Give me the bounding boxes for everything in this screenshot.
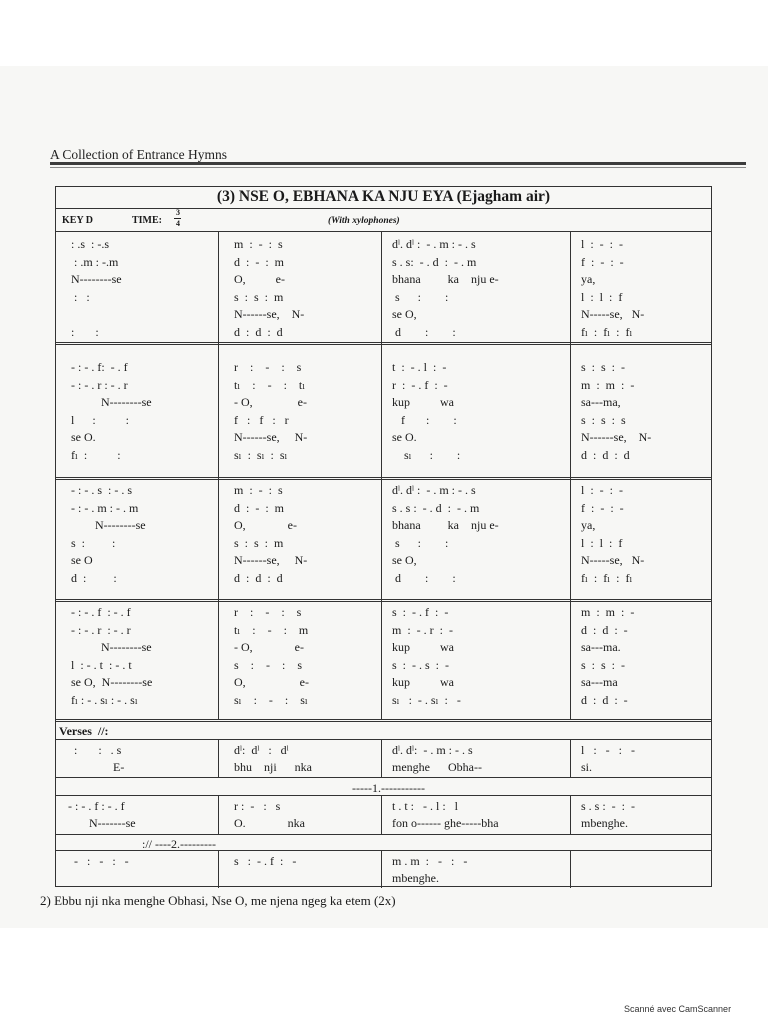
notation-line: s . s: - . d : - . m [392,254,477,269]
notation-line: - : - . s : - . s [71,483,132,497]
notation-line: l : - . t : - . t [71,657,132,672]
notation-line: s : : [392,289,449,304]
notation-line: O, e- [234,518,297,532]
notation-line: bhana ka nju e- [392,272,499,286]
notation-line: - : - . f: - . f [71,360,128,374]
verse-notation-line: - : - . f : - . f [68,799,125,813]
verses-label: Verses //: [59,724,109,738]
scanner-watermark: Scanné avec CamScanner [624,1004,732,1014]
notation-line: bhana ka nju e- [392,518,499,532]
bar-line [381,739,382,777]
notation-line: se O, [392,307,417,321]
book-title: A Collection of Entrance Hymns [50,147,227,162]
notation-line: r : - : s [234,605,302,619]
bar-line [218,477,219,599]
notation-line: sₗ : - . sₗ : - [392,692,461,707]
verse-notation-line: fon o------ ghe-----bha [392,816,499,830]
bar-line [381,599,382,719]
divider [56,850,711,851]
notation-line: - O, e- [234,395,307,409]
notation-line: fₗ : - . sₗ : - . sₗ [71,692,138,707]
notation-line: fₗ : fₗ : fₗ [581,324,633,339]
notation-line: d : d : - [581,692,628,707]
notation-line: : : [71,324,99,339]
notation-line: d : - : m [234,500,284,515]
system-divider [56,719,711,722]
notation-line: d : : [71,570,117,585]
bar-line [218,599,219,719]
bar-line [381,795,382,834]
notation-line: f : : [392,412,457,427]
notation-line: d : - : m [234,254,284,269]
notation-line: - : - . r : - . r [71,377,128,392]
notation-line: kup wa [392,640,454,654]
verse-notation-line: r : - : s [234,799,281,813]
bar-line [570,599,571,719]
header-rule-thin [50,167,746,168]
verse-notation-line: O. nka [234,816,305,830]
notation-line: d : : [392,570,456,585]
bar-line [570,342,571,477]
notation-line: d : d : d [581,447,630,462]
notation-line: N------se, N- [234,553,308,567]
system-divider [56,599,711,602]
bar-line [218,850,219,888]
notation-line: d : d : d [234,324,283,339]
notation-line: s : s : m [234,535,284,550]
notation-line: se O, N--------se [71,675,153,689]
notation-line: m : - : s [234,237,283,251]
bar-line [570,477,571,599]
bar-line [381,850,382,888]
notation-line: N-----se, N- [581,307,645,321]
footer-verse: 2) Ebbu nji nka menghe Obhasi, Nse O, me njena ngeg ka etem (2x) [40,893,396,908]
system-divider [56,342,711,345]
notation-line: s : s : - [581,360,626,374]
notation-line: f : - : - [581,500,624,515]
notation-line: s : : [392,535,449,550]
notation-line: s : s : - [581,657,626,672]
notation-line: se O. [392,430,417,444]
notation-line: s : - : s [234,657,303,672]
notation-line: N--------se [71,640,152,654]
bar-line [218,795,219,834]
notation-line: N------se, N- [234,430,308,444]
notation-line: s : - . f : - [392,605,449,619]
bar-line [381,342,382,477]
bar-line [570,795,571,834]
notation-line: d : d : - [581,622,628,637]
notation-line: ya, [581,272,596,286]
second-ending: :// ----2.--------- [142,837,216,851]
first-ending: -----1.----------- [352,781,425,795]
notation-line: tₗ : - : m [234,622,309,637]
verse-notation-line: bhu nji nka [234,760,312,774]
notation-line: d : : [392,324,456,339]
verse-notation-line: mbenghe. [392,871,439,885]
notation-line: l : : [71,412,130,427]
notation-line: N--------se [71,518,146,532]
notation-line: fₗ : : [71,447,121,462]
bar-line [218,231,219,342]
notation-line: dˡ. dˡ : - . m : - . s [392,237,476,251]
notation-line: sa---ma [581,675,618,689]
notation-line: - O, e- [234,640,304,654]
verse-notation-line: mbenghe. [581,816,628,830]
notation-line: sₗ : - : sₗ [234,692,308,707]
notation-line: s : - . s : - [392,657,449,672]
notation-line: : .s : -.s [71,237,110,251]
time-numerator: 3 [176,208,180,217]
notation-line: sa---ma. [581,640,621,654]
time-denominator: 4 [176,219,180,228]
time-label: TIME: [132,215,162,226]
notation-line: m : - : s [234,483,283,497]
notation-line: se O. [71,430,96,444]
notation-line: f : - : - [581,254,624,269]
notation-line: N------se, N- [581,430,652,444]
notation-line: dˡ. dˡ : - . m : - . s [392,483,476,497]
notation-line: r : - : s [234,360,302,374]
notation-line: m : m : - [581,605,635,619]
notation-line: O, e- [234,675,309,689]
verse-notation-line: s . s : - : - [581,799,635,813]
bar-line [218,739,219,777]
bar-line [570,231,571,342]
divider [56,834,711,835]
notation-line: m : m : - [581,377,635,392]
divider [56,231,711,232]
notation-line: r : - . f : - [392,377,448,392]
notation-line: sₗ : sₗ : sₗ [234,447,288,462]
bar-line [381,477,382,599]
verse-notation-line: E- [68,760,125,774]
verse-notation-line: s : - . f : - [234,854,297,868]
divider [56,739,711,740]
notation-line: - : - . f : - . f [71,605,131,619]
verse-notation-line: dˡ. dˡ: - . m : - . s [392,743,473,757]
bar-line [381,231,382,342]
notation-line: O, e- [234,272,285,286]
notation-line: se O [71,553,93,567]
notation-line: : : [71,289,90,304]
verse-notation-line: menghe Obha-- [392,760,482,774]
notation-line: l : - : - [581,483,623,497]
verse-notation-line: t . t : - . l : l [392,799,458,813]
notation-line: ya, [581,518,596,532]
header-rule [50,162,746,165]
verse-notation-line: dˡ: dˡ : dˡ [234,743,289,757]
verse-notation-line: - : - : - [68,854,129,868]
notation-line: s : s : m [234,289,284,304]
notation-line: se O, [392,553,417,567]
bar-line [570,739,571,777]
bar-line [570,850,571,888]
hymn-sheet [55,186,712,887]
key-label: KEY D [62,215,94,226]
notation-line: sa---ma, [581,395,621,409]
notation-line: tₗ : - : tₗ [234,377,306,392]
notation-line: N--------se [71,395,152,409]
notation-line: t : - . l : - [392,360,447,374]
notation-line: s : : [71,535,116,550]
notation-line: N------se, N- [234,307,305,321]
verse-notation-line: : : . s [68,743,122,757]
notation-line: s . s : - . d : - . m [392,500,480,515]
divider [56,208,711,209]
notation-line: f : f : r [234,412,289,427]
notation-line: l : l : f [581,535,623,550]
notation-line: N--------se [71,272,122,286]
notation-line: - : - . r : - . r [71,622,131,637]
notation-line: - : - . m : - . m [71,500,139,515]
verse-notation-line: N-------se [68,816,136,830]
notation-line: s : s : s [581,412,626,427]
verse-notation-line: si. [581,760,593,774]
divider [56,795,711,796]
verse-notation-line: l : - : - [581,743,635,757]
notation-line: kup wa [392,675,454,689]
bar-line [218,342,219,477]
notation-line: l : l : f [581,289,623,304]
verse-notation-line: m . m : - : - [392,854,468,868]
instruction: (With xylophones) [328,216,400,226]
notation-line: : .m : -.m [71,254,119,269]
divider [56,777,711,778]
notation-line: m : - . r : - [392,622,453,637]
notation-line: fₗ : fₗ : fₗ [581,570,633,585]
hymn-title: (3) NSE O, EBHANA KA NJU EYA (Ejagham air) [216,188,551,205]
notation-line: sₗ : : [392,447,461,462]
notation-line: d : d : d [234,570,283,585]
notation-line: l : - : - [581,237,623,251]
notation-line: kup wa [392,395,454,409]
system-divider [56,477,711,480]
notation-line: N-----se, N- [581,553,645,567]
